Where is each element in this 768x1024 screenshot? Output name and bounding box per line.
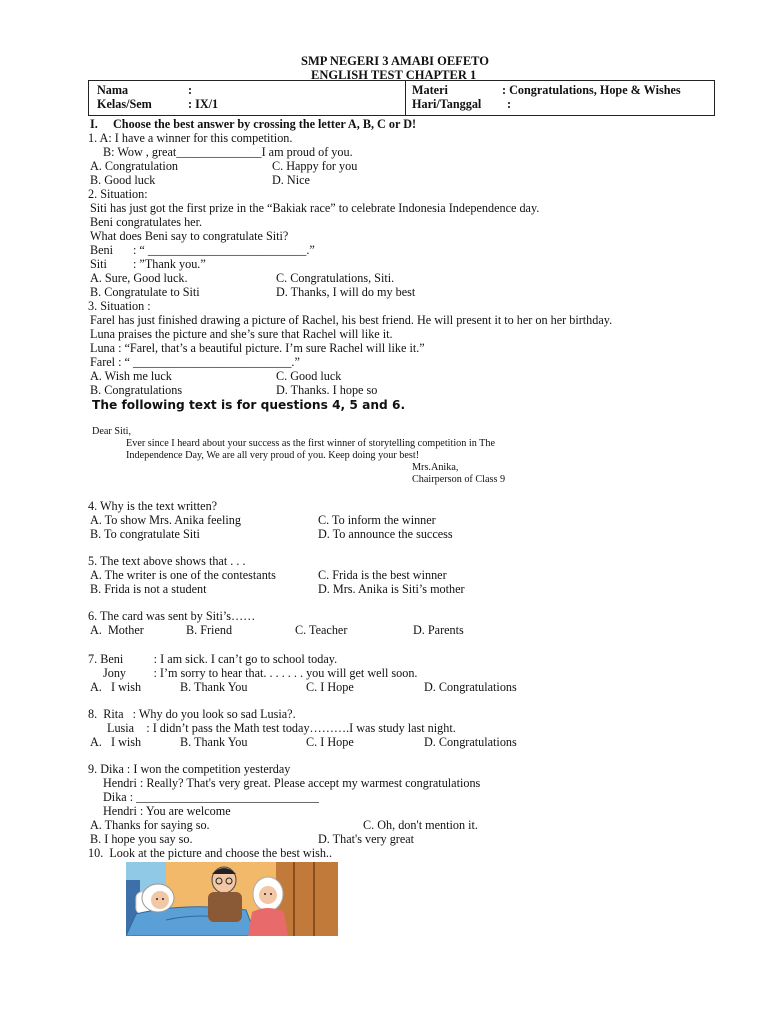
q2-line4: What does Beni say to congratulate Siti? [90, 229, 289, 243]
q4-question: 4. Why is the text written? [88, 499, 218, 513]
q3-line4: Luna : “Farel, that’s a beautiful picture. I’m sure Rachel will like it.” [90, 341, 425, 355]
q2-option-d: D. Thanks, I will do my best [276, 285, 416, 299]
q2-line1: 2. Situation: [88, 187, 148, 201]
q8-option-c: C. I Hope [306, 735, 354, 749]
q2-option-a: A. Sure, Good luck. [90, 271, 188, 285]
kelas-label: Kelas/Sem [97, 97, 152, 111]
materi-label: Materi [412, 83, 448, 97]
q7-line2: Jony : I’m sorry to hear that. . . . . . . you will get well soon. [103, 666, 418, 680]
q9-line2: Hendri : Really? That's very great. Please accept my warmest congratulations [103, 776, 481, 790]
q1-option-c: C. Happy for you [272, 159, 358, 173]
grandmother-face [151, 891, 169, 909]
q3-option-c: C. Good luck [276, 369, 342, 383]
q1-option-b: B. Good luck [90, 173, 156, 187]
q2-option-b: B. Congratulate to Siti [90, 285, 200, 299]
q2-siti-line: : ”Thank you.” [133, 257, 206, 271]
q3-option-a: A. Wish me luck [90, 369, 172, 383]
q4-option-b: B. To congratulate Siti [90, 527, 200, 541]
materi-value: : Congratulations, Hope & Wishes [502, 83, 681, 97]
q8-option-a: A. I wish [90, 735, 142, 749]
letter-greeting: Dear Siti, [92, 426, 132, 437]
q6-question: 6. The card was sent by Siti’s…… [88, 609, 256, 623]
q1-option-d: D. Nice [272, 173, 310, 187]
text-section-heading: The following text is for questions 4, 5 and 6. [92, 398, 406, 412]
q7-option-a: A. I wish [90, 680, 142, 694]
test-title: ENGLISH TEST CHAPTER 1 [311, 68, 477, 82]
q9-option-c: C. Oh, don't mention it. [363, 818, 478, 832]
q5-option-c: C. Frida is the best winner [318, 568, 447, 582]
section-instruction: Choose the best answer by crossing the letter A, B, C or D! [113, 117, 417, 131]
q9-line1: 9. Dika : I won the competition yesterday [88, 762, 291, 776]
q3-option-b: B. Congratulations [90, 383, 183, 397]
q3-line5: Farel : “ __________________________.” [90, 355, 300, 369]
q8-option-d: D. Congratulations [424, 735, 517, 749]
q4-option-c: C. To inform the winner [318, 513, 436, 527]
q1-line2: B: Wow , great______________I am proud of you. [103, 145, 353, 159]
q3-option-d: D. Thanks. I hope so [276, 383, 378, 397]
mother-body [248, 908, 288, 936]
school-name: SMP NEGERI 3 AMABI OEFETO [301, 54, 489, 68]
section-number: I. [90, 117, 98, 131]
q1-line1: 1. A: I have a winner for this competition. [88, 131, 293, 145]
q5-option-d: D. Mrs. Anika is Siti’s mother [318, 582, 465, 596]
hari-colon: : [507, 97, 512, 111]
q8-line1: 8. Rita : Why do you look so sad Lusia?. [88, 707, 296, 721]
father-body [208, 892, 242, 922]
q7-option-c: C. I Hope [306, 680, 354, 694]
letter-sender: Mrs.Anika, [412, 462, 459, 473]
q9-option-d: D. That's very great [318, 832, 415, 846]
nama-colon: : [188, 83, 193, 97]
q9-line4: Hendri : You are welcome [103, 804, 231, 818]
q8-line2: Lusia : I didn’t pass the Math test today……….I was study last night. [107, 721, 456, 735]
q6-option-a: A. Mother [90, 623, 144, 637]
q2-line3: Beni congratulates her. [90, 215, 203, 229]
q6-option-d: D. Parents [413, 623, 464, 637]
letter-sender-title: Chairperson of Class 9 [412, 474, 506, 485]
q2-line2: Siti has just got the first prize in the “Bakiak race” to celebrate Indonesia Independence day. [90, 201, 540, 215]
q7-option-b: B. Thank You [180, 680, 248, 694]
info-divider [405, 81, 406, 115]
q5-option-b: B. Frida is not a student [90, 582, 207, 596]
q4-option-a: A. To show Mrs. Anika feeling [90, 513, 241, 527]
q2-beni-line: : “ __________________________.” [133, 243, 315, 257]
letter-body-line2: Independence Day, We are all very proud of you. Keep doing your best! [126, 450, 420, 461]
nama-label: Nama [97, 83, 129, 97]
q6-option-c: C. Teacher [295, 623, 348, 637]
letter-body-line1: Ever since I heard about your success as the first winner of storytelling competition in The [126, 438, 496, 449]
q2-option-c: C. Congratulations, Siti. [276, 271, 395, 285]
illustration-svg [126, 862, 338, 936]
mother-face [259, 886, 277, 904]
q6-option-b: B. Friend [186, 623, 233, 637]
q3-line2: Farel has just finished drawing a picture of Rachel, his best friend. He will present it to her on her birthday. [90, 313, 613, 327]
q3-line1: 3. Situation : [88, 299, 151, 313]
q5-question: 5. The text above shows that . . . [88, 554, 246, 568]
q9-option-a: A. Thanks for saying so. [90, 818, 210, 832]
q7-option-d: D. Congratulations [424, 680, 517, 694]
q8-option-b: B. Thank You [180, 735, 248, 749]
q1-option-a: A. Congratulation [90, 159, 179, 173]
kelas-value: : IX/1 [188, 97, 219, 111]
q4-option-d: D. To announce the success [318, 527, 453, 541]
hari-label: Hari/Tanggal [412, 97, 482, 111]
q2-siti-label: Siti [90, 257, 107, 271]
q3-line3: Luna praises the picture and she’s sure that Rachel will like it. [90, 327, 393, 341]
q2-beni-label: Beni [90, 243, 114, 257]
sick-visit-illustration [126, 862, 338, 936]
q9-option-b: B. I hope you say so. [90, 832, 193, 846]
q10-question: 10. Look at the picture and choose the best wish.. [88, 846, 333, 860]
q5-option-a: A. The writer is one of the contestants [90, 568, 276, 582]
q7-line1: 7. Beni : I am sick. I can’t go to school today. [88, 652, 338, 666]
q9-line3: Dika : ______________________________ [103, 790, 319, 804]
